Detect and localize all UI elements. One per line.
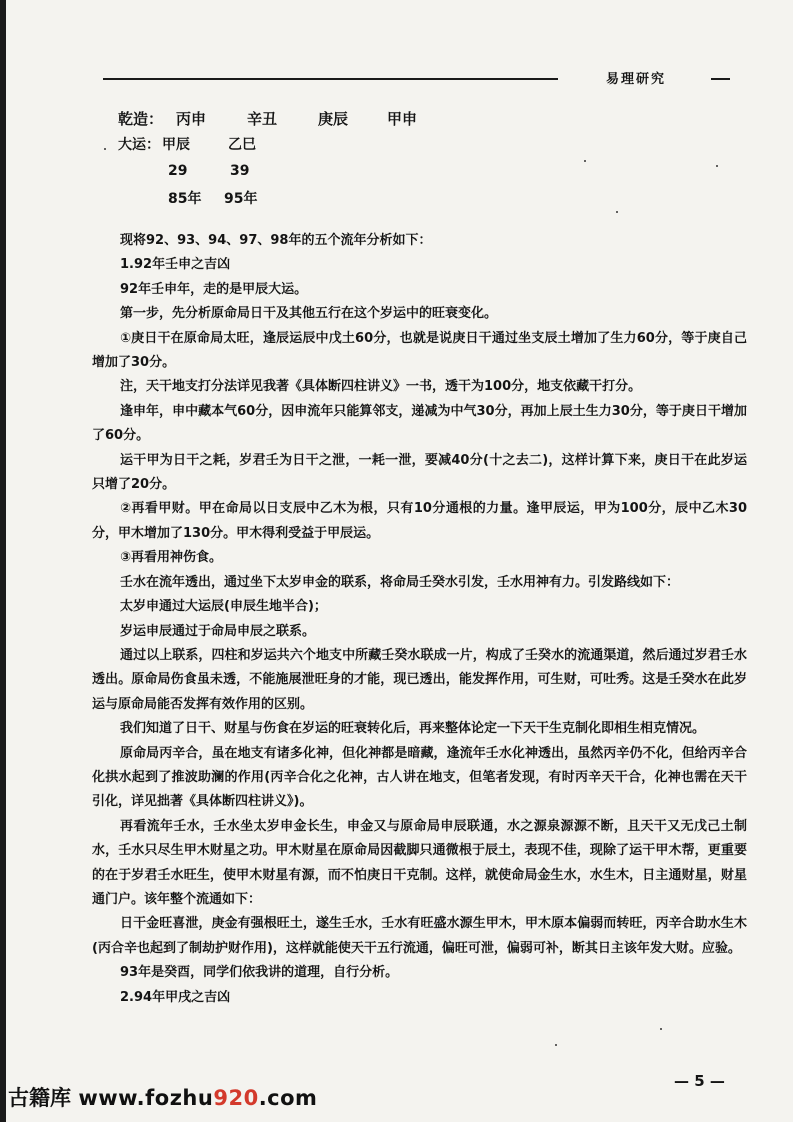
page-header xyxy=(103,68,730,88)
scan-speck xyxy=(616,211,618,213)
watermark-url-accent: 920 xyxy=(213,1086,259,1110)
pillar-day: 庚辰 xyxy=(318,110,349,128)
pillar-month: 辛丑 xyxy=(247,110,278,128)
scan-speck xyxy=(584,160,586,162)
watermark-url-prefix: www.fozhu xyxy=(78,1086,214,1110)
paragraph: ①庚日干在原命局太旺，逢辰运辰中戊土60分，也就是说庚日干通过坐支辰土增加了生力60分，等于庚自己增加了30分。 xyxy=(92,330,747,371)
header-rule-right xyxy=(711,78,730,80)
pillar-hour: 甲申 xyxy=(387,110,418,128)
watermark-site: 古籍库 xyxy=(8,1086,71,1110)
dayun-label: 大运： xyxy=(118,137,160,153)
paragraph: 再看流年壬水，壬水坐太岁申金长生，申金又与原命局申辰联通，水之源泉源源不断，且天干又无戊己土制水，壬水只尽生甲木财星之功。甲木财星在原命局因截脚只通微根于辰土，表现不佳，现除了运干甲木帮，更重要的在于岁君壬水旺生，使甲木财星有源，而不怕庚日干克制。这样，就使命局金生水，水生木，日主通财星，财星通门户。该年整个流通如下： xyxy=(92,818,747,907)
paragraph: 逢申年，申中藏本气60分，因申流年只能算邻支，递减为中气30分，再加上辰土生力30分，等于庚日干增加了60分。 xyxy=(92,403,747,444)
watermark-url xyxy=(78,1086,317,1110)
scan-speck xyxy=(555,1044,557,1046)
scan-speck xyxy=(716,165,718,167)
chart-label: 乾造： xyxy=(118,110,164,128)
year-1: 85年 xyxy=(168,191,202,207)
paragraph: ③再看用神伤食。 xyxy=(120,550,223,566)
watermark xyxy=(8,1082,317,1112)
paragraph: 现将92、93、94、97、98年的五个流年分析如下： xyxy=(120,233,432,248)
pillar-year: 丙申 xyxy=(176,110,207,128)
paragraph: 岁运申辰通过于命局申辰之联系。 xyxy=(120,623,316,639)
paragraph: ②再看甲财。甲在命局以日支辰中乙木为根，只有10分通根的力量。逢甲辰运，甲为100分，辰中乙木30分，甲木增加了130分。甲木得利受益于甲辰运。 xyxy=(92,501,747,541)
dayun-2: 乙巳 xyxy=(228,137,256,153)
header-rule-left xyxy=(103,78,558,80)
section-heading: 1.92年壬申之吉凶 xyxy=(120,257,231,273)
scan-left-edge xyxy=(0,0,6,1122)
age-1: 29 xyxy=(168,163,188,179)
paragraph: 注，天干地支打分法详见我著《具体断四柱讲义》一书，透干为100分，地支依藏干打分。 xyxy=(120,379,642,395)
article-body xyxy=(92,229,747,1010)
year-2: 95年 xyxy=(224,191,258,207)
paragraph: 第一步，先分析原命局日干及其他五行在这个岁运中的旺衰变化。 xyxy=(120,306,498,322)
paragraph: 我们知道了日干、财星与伤食在岁运的旺衰转化后，再来整体论定一下天干生克制化即相生相克情况。 xyxy=(120,721,706,737)
watermark-url-suffix: .com xyxy=(258,1086,318,1110)
age-2: 39 xyxy=(230,163,250,179)
paragraph: 92年壬申年，走的是甲辰大运。 xyxy=(120,281,308,297)
paragraph: 通过以上联系，四柱和岁运共六个地支中所藏壬癸水联成一片，构成了壬癸水的流通渠道，然后通过岁君壬水透出。原命局伤食虽未透，不能施展泄旺身的才能，现已透出，能发挥作用，可生财，可吐秀。这是壬癸水在此岁运与原命局能否发挥有效作用的区别。 xyxy=(92,647,747,712)
section-heading: 2.94年甲戌之吉凶 xyxy=(120,989,231,1005)
paragraph: 日干金旺喜泄，庚金有强根旺土，遂生壬水，壬水有旺盛水源生甲木，甲木原本偏弱而转旺，丙辛合助水生木(丙合辛也起到了制劫护财作用)，这样就能使天干五行流通，偏旺可泄，偏弱可补，断其日主该年发大财。应验。 xyxy=(92,916,747,956)
paragraph: 太岁申通过大运辰(申辰生地半合)； xyxy=(120,599,327,615)
scan-speck xyxy=(660,1028,662,1030)
header-title: 易理研究 xyxy=(605,72,666,87)
scan-speck xyxy=(104,148,106,150)
page-number: — 5 — xyxy=(674,1072,725,1090)
paragraph: 93年是癸酉，同学们依我讲的道理，自行分析。 xyxy=(120,965,399,981)
paragraph: 壬水在流年透出，通过坐下太岁申金的联系，将命局壬癸水引发，壬水用神有力。引发路线如下： xyxy=(120,574,680,590)
paragraph: 运干甲为日干之耗，岁君壬为日干之泄，一耗一泄，要减40分(十之去二)，这样计算下来，庚日干在此岁运只增了20分。 xyxy=(92,452,747,493)
paragraph: 原命局丙辛合，虽在地支有诸多化神，但化神都是暗藏，逢流年壬水化神透出，虽然丙辛仍不化，但给丙辛合化拱水起到了推波助澜的作用(丙辛合化之化神，古人讲在地支，但笔者发现，有时丙辛天干合，化神也需在天干引化，详见拙著《具体断四柱讲义》)。 xyxy=(92,745,747,810)
dayun-1: 甲辰 xyxy=(162,137,190,153)
